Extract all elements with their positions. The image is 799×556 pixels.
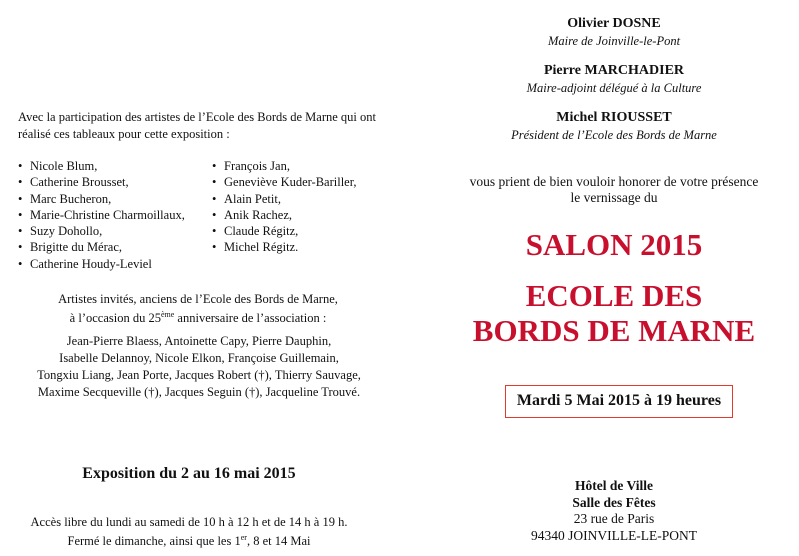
artist-item: • Geneviève Kuder-Bariller, <box>212 174 357 190</box>
artist-item: • Catherine Houdy-Leviel <box>18 256 185 272</box>
school-title-line2: BORDS DE MARNE <box>472 313 756 348</box>
guest-intro-line <box>18 307 378 326</box>
participation-intro: Avec la participation des artistes de l’Ecole des Bords de Marne qui ont réalisé ces tableaux pour cette exposition : <box>18 110 376 141</box>
venue-address <box>440 478 788 544</box>
invite-line: le vernissage du <box>570 190 658 205</box>
guest-line: Isabelle Delannoy, Nicole Elkon, Françoise Guillemain, <box>59 351 339 365</box>
artist-list-col2 <box>212 158 357 256</box>
hours-line: Accès libre du lundi au samedi de 10 h à 12 h et de 14 h à 19 h. <box>30 515 348 529</box>
artist-item: • François Jan, <box>212 158 357 174</box>
venue-name: Hôtel de Ville <box>575 478 653 493</box>
school-title-line1: ECOLE DES <box>525 278 703 313</box>
artist-item: • Suzy Dohollo, <box>18 223 185 239</box>
artist-item: • Brigitte du Mérac, <box>18 239 185 255</box>
artist-item: • Catherine Brousset, <box>18 174 185 190</box>
guest-line: Maxime Secqueville (†), Jacques Seguin (†), Jacqueline Trouvé. <box>37 385 361 399</box>
guest-intro-text: anniversaire de l’association : <box>174 311 327 326</box>
guest-line: Jean-Pierre Blaess, Antoinette Capy, Pierre Dauphin, <box>66 334 332 348</box>
guest-artists-list <box>10 333 388 401</box>
artist-item: • Alain Petit, <box>212 191 357 207</box>
opening-hours <box>10 514 368 549</box>
guest-artists-intro <box>18 291 378 326</box>
host-block <box>440 62 788 96</box>
venue-city: 94340 JOINVILLE-LE-PONT <box>530 527 698 543</box>
superscript: ème <box>160 310 175 319</box>
exposition-dates: Exposition du 2 au 16 mai 2015 <box>82 465 296 482</box>
host-role: Maire-adjoint délégué à la Culture <box>526 81 702 95</box>
host-block <box>440 15 788 49</box>
venue-room: Salle des Fêtes <box>572 494 656 510</box>
host-role: Maire de Joinville-le-Pont <box>547 34 681 48</box>
host-block <box>440 109 788 143</box>
guest-intro-line: Artistes invités, anciens de l’Ecole des Bords de Marne, <box>58 292 338 306</box>
salon-title: SALON 2015 <box>525 227 703 262</box>
host-name: Pierre MARCHADIER <box>543 63 685 78</box>
hours-text: Fermé le dimanche, ainsi que les 1 <box>67 534 241 549</box>
host-name: Michel RIOUSSET <box>556 110 672 125</box>
venue-street: 23 rue de Paris <box>573 511 655 526</box>
guest-intro-text: à l’occasion du 25 <box>69 311 161 326</box>
artist-item: • Marc Bucheron, <box>18 191 185 207</box>
artist-item: • Marie-Christine Charmoillaux, <box>18 207 185 223</box>
hours-text: , 8 et 14 Mai <box>246 534 311 549</box>
host-name: Olivier DOSNE <box>567 16 661 31</box>
vernissage-date: Mardi 5 Mai 2015 à 19 heures <box>505 385 733 418</box>
guest-line: Tongxiu Liang, Jean Porte, Jacques Robert (†), Thierry Sauvage, <box>37 368 361 382</box>
artist-item: • Nicole Blum, <box>18 158 185 174</box>
artist-list-col1 <box>18 158 185 272</box>
invitation-text <box>440 174 788 206</box>
invite-line: vous prient de bien vouloir honorer de votre présence <box>469 174 759 189</box>
artist-item: • Michel Régitz. <box>212 239 357 255</box>
artist-item: • Claude Régitz, <box>212 223 357 239</box>
artist-item: • Anik Rachez, <box>212 207 357 223</box>
host-role: Président de l’Ecole des Bords de Marne <box>511 128 717 142</box>
hours-line <box>10 530 368 549</box>
superscript: er <box>240 533 247 542</box>
